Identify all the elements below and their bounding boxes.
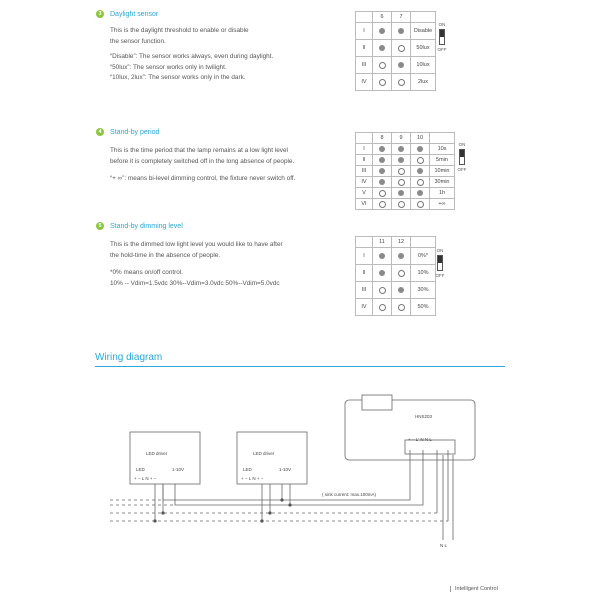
switch-on-label: ON: [438, 22, 446, 27]
paragraph-line: “+ ∞”: means bi-level dimming control, the fixture never switch off.: [110, 175, 296, 182]
dip-column-header: 11: [373, 237, 392, 248]
dip-row-label: IV: [356, 177, 373, 188]
dip-row-label: III: [356, 282, 373, 299]
paragraph-line: This is the time period that the lamp remains at a low light level: [110, 147, 288, 154]
dip-row-label: I: [356, 144, 373, 155]
driver-terminal-labels: + − L N + −: [241, 476, 264, 481]
section-title: Stand-by period: [110, 128, 160, 136]
driver-label: LED driver: [146, 451, 168, 456]
dip-row-value: 30%: [411, 282, 436, 299]
dip-column-header: 9: [392, 133, 411, 144]
dip-row-value: 10%: [411, 265, 436, 282]
dip-row-value: 0%*: [411, 248, 436, 265]
dip-row-label: V: [356, 188, 373, 199]
dip-row-label: II: [356, 265, 373, 282]
dip-row-label: IV: [356, 299, 373, 316]
dip-row-label: IV: [356, 74, 373, 91]
switch-off-label: OFF: [435, 273, 445, 278]
driver-led-label: LED: [243, 467, 252, 472]
paragraph-line: *0% means on/off control.: [110, 269, 184, 276]
dip-row-label: VI: [356, 199, 373, 210]
dip-row-label: III: [356, 166, 373, 177]
driver-terminal-labels: + − L N + −: [134, 476, 157, 481]
switch-on-label: ON: [436, 248, 444, 253]
dip-column-header: 8: [373, 133, 392, 144]
section-title: Daylight sensor: [110, 10, 159, 18]
paragraph-line: “50lux”: The sensor works only in twilight.: [110, 63, 227, 71]
dip-column-header: 7: [392, 12, 411, 23]
dip-row-value: 10s: [430, 144, 455, 155]
paragraph-line: This is the daylight threshold to enable or disable: [110, 27, 249, 34]
dip-row-value: 10lux: [411, 57, 436, 74]
dip-row-value: 2lux: [411, 74, 436, 91]
dip-row-label: I: [356, 248, 373, 265]
driver-dim-label: 1-10V: [172, 467, 185, 472]
switch-off-label: OFF: [437, 47, 447, 52]
dip-row-value: Disable: [411, 23, 436, 40]
sink-current-note: ( sink current: max.100mA): [322, 492, 377, 497]
dip-row-value: 50%: [411, 299, 436, 316]
switch-on-label: ON: [458, 142, 466, 147]
paragraph-line: the hold-time in the absence of people.: [110, 251, 221, 259]
dip-column-header: 6: [373, 12, 392, 23]
paragraph-line: the sensor function.: [110, 37, 166, 45]
switch-off-label: OFF: [457, 167, 467, 172]
driver-led-label: LED: [136, 467, 145, 472]
device-terminal-labels: + − L' N N L: [408, 437, 432, 442]
paragraph-line: before it is completely switched off in the long absence of people.: [110, 157, 295, 165]
dip-row-label: I: [356, 23, 373, 40]
wiring-diagram-title: Wiring diagram: [95, 352, 163, 363]
supply-labels: N L: [440, 543, 448, 548]
dip-row-value: 1h: [430, 188, 455, 199]
dip-row-value: 5min: [430, 155, 455, 166]
dip-row-value: 30min: [430, 177, 455, 188]
device-model-label: HNS203: [415, 414, 433, 419]
dip-row-label: II: [356, 155, 373, 166]
paragraph-line: “10lux, 2lux”: The sensor works only in the dark.: [110, 74, 246, 81]
dip-row-value: 50lux: [411, 40, 436, 57]
driver-dim-label: 1-10V: [279, 467, 292, 472]
paragraph-line: 10% -- Vdim=1.5vdc 30%--Vdim=3.0vdc 50%--Vdim=5.0vdc: [110, 279, 280, 287]
section-title: Stand-by dimming level: [110, 222, 183, 230]
section-number: 4: [96, 128, 104, 136]
footer-label: Intelligent Control: [450, 586, 498, 592]
dip-column-header: 12: [392, 237, 411, 248]
dip-row-value: 10min: [430, 166, 455, 177]
paragraph-line: “Disable”: The sensor works always, even during daylight.: [110, 53, 274, 60]
dip-row-label: II: [356, 40, 373, 57]
paragraph-line: This is the dimmed low light level you would like to have after: [110, 241, 283, 248]
driver-label: LED driver: [253, 451, 275, 456]
dip-row-value: +∞: [430, 199, 455, 210]
section-number: 5: [96, 222, 104, 230]
dip-row-label: III: [356, 57, 373, 74]
section-number: 3: [96, 10, 104, 18]
dip-column-header: 10: [411, 133, 430, 144]
